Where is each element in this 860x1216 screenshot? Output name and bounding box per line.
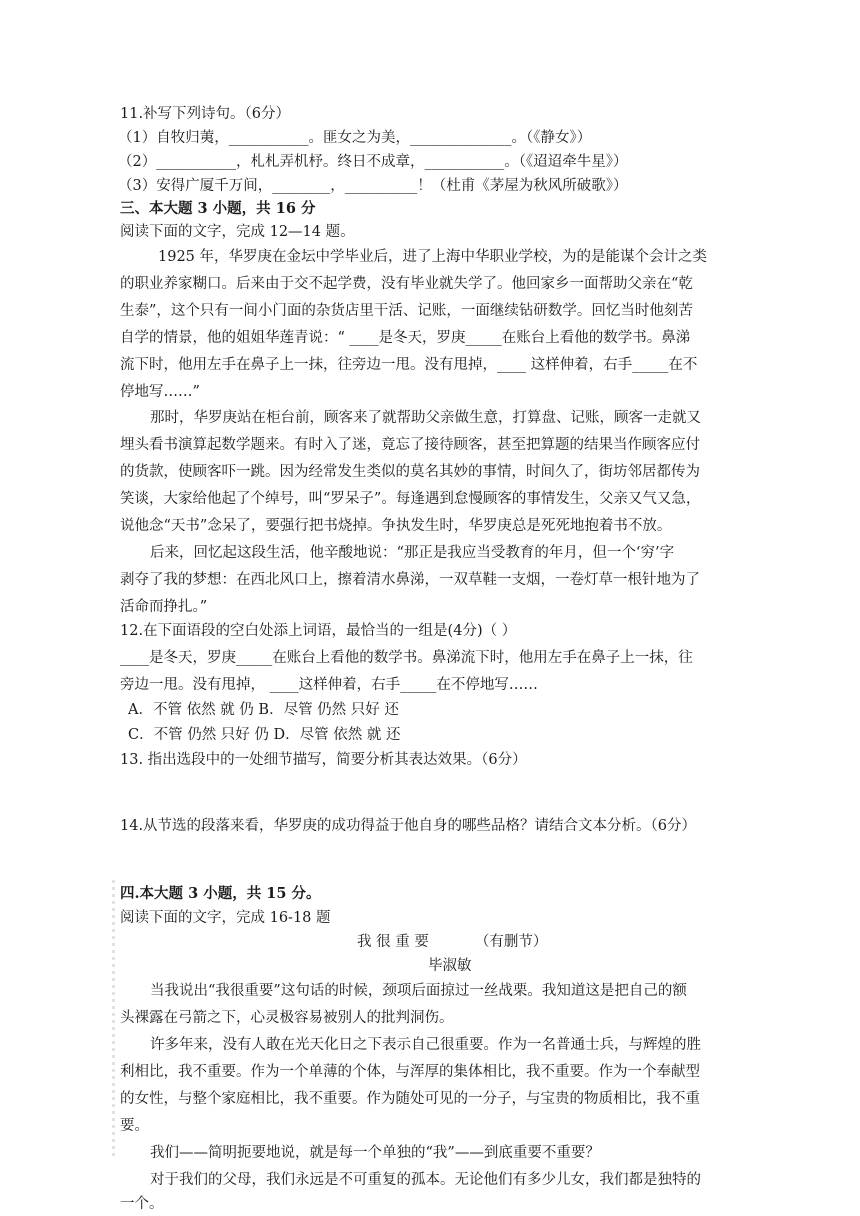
essay-author: 毕淑敏: [428, 958, 472, 974]
s3-para2-line: 说他念“天书”念呆了，要强行把书烧掉。争执发生时，华罗庚总是死死地抱着书不放。: [120, 518, 672, 534]
s3-para3-line: 剥夺了我的梦想：在西北风口上，擦着清水鼻涕，一双草鞋一支烟，一卷灯草一根针地为了: [120, 572, 700, 588]
s4-para2-line: 利相比，我不重要。作为一个单薄的个体，与浑厚的集体相比，我不重要。作为一个奉献型: [120, 1064, 700, 1080]
s3-para2-line: 那时，华罗庚站在柜台前，顾客来了就帮助父亲做生意，打算盘、记账，顾客一走就又: [150, 410, 701, 426]
s4-para4-line: 一个。: [120, 1196, 164, 1212]
q11-line-2: （2）___________，札札弄机杼。终日不成章，___________。（《迢迢牵牛星》）: [118, 154, 628, 170]
q11-line-1: （1）自牧归荑，___________。匪女之为美，______________。（《静女》）: [118, 130, 592, 146]
q11-line-3: （3）安得广厦千万间，________，__________！（杜甫《茅屋为秋风所破歌》）: [118, 178, 628, 194]
s3-para1-line: 自学的情景，他的姐姐华莲青说：“ ____是冬天，罗庚_____在账台上看他的数学书。鼻涕: [120, 330, 691, 346]
s4-para2-line: 要。: [120, 1118, 149, 1134]
section4-heading: 四.本大题 3 小题，共 15 分。: [120, 885, 321, 902]
q12-stem: 12.在下面语段的空白处添上词语，最恰当的一组是(4分)（ ）: [120, 623, 517, 639]
s3-para1-line: 1925 年，华罗庚在金坛中学毕业后，进了上海中华职业学校，为的是能谋个会计之类: [158, 249, 708, 265]
section4-instruction: 阅读下面的文字，完成 16-18 题: [120, 910, 331, 926]
s4-para4-line: 对于我们的父母，我们永远是不可重复的孤本。无论他们有多少儿女，我们都是独特的: [150, 1172, 701, 1188]
essay-title: 我 很 重 要 （有删节）: [357, 934, 548, 950]
q11-title: 11.补写下列诗句。（6分）: [120, 106, 291, 122]
s4-para3: 我们——简明扼要地说，就是每一个单独的“我”——到底重要不重要？: [150, 1145, 600, 1161]
s3-para3-line: 后来，回忆起这段生活，他辛酸地说：“那正是我应当受教育的年月，但一个‘穷’字: [150, 545, 675, 561]
s3-para1-line: 生泰”，这个只有一间小门面的杂货店里干活、记账，一面继续钻研数学。回忆当时他刻苦: [120, 303, 693, 319]
s4-para2-line: 许多年来，没有人敢在光天化日之下表示自己很重要。作为一名普通士兵，与辉煌的胜: [150, 1037, 701, 1053]
s3-para2-line: 笑谈，大家给他起了个绰号，叫“罗呆子”。每逢遇到怠慢顾客的事情发生，父亲又气又急，: [120, 491, 701, 507]
q13-stem: 13. 指出选段中的一处细节描写，简要分析其表达效果。（6分）: [120, 752, 527, 768]
q12-options-cd: C．不管 仍然 只好 仍 D．尽管 依然 就 还: [128, 727, 401, 743]
section3-heading: 三、本大题 3 小题，共 16 分: [120, 200, 316, 217]
section3-instruction: 阅读下面的文字，完成 12—14 题。: [120, 224, 355, 240]
s3-para2-line: 埋头看书演算起数学题来。有时入了迷，竟忘了接待顾客，甚至把算题的结果当作顾客应付: [120, 437, 700, 453]
q14-stem: 14.从节选的段落来看，华罗庚的成功得益于他自身的哪些品格？请结合文本分析。（6分）: [120, 818, 697, 834]
s3-para1-line: 流下时，他用左手在鼻子上一抹，往旁边一甩。没有甩掉，____ 这样伸着，右手_____在不: [120, 357, 698, 373]
s3-para1-line: 停地写……”: [120, 384, 200, 400]
s3-para3-line: 活命而挣扎。”: [120, 599, 208, 615]
scan-artifact: [112, 880, 115, 1160]
q12-options-ab: A．不管 依然 就 仍 B．尽管 仍然 只好 还: [128, 702, 399, 718]
q12-passage-line: ____是冬天，罗庚_____在账台上看他的数学书。鼻涕流下时，他用左手在鼻子上一抹，往: [120, 650, 693, 666]
s4-para1-line: 头裸露在弓箭之下，心灵极容易被别人的批判洞伤。: [120, 1010, 454, 1026]
s3-para1-line: 的职业养家糊口。后来由于交不起学费，没有毕业就失学了。他回家乡一面帮助父亲在“乾: [120, 276, 693, 292]
s4-para2-line: 的女性，与整个家庭相比，我不重要。作为随处可见的一分子，与宝贵的物质相比，我不重: [120, 1091, 700, 1107]
s4-para1-line: 当我说出“我很重要”这句话的时候，颈项后面掠过一丝战栗。我知道这是把自己的额: [150, 983, 687, 999]
q12-passage-line: 旁边一甩。没有甩掉， ____这样伸着，右手_____在不停地写……: [120, 677, 538, 693]
s3-para2-line: 的货款，使顾客吓一跳。因为经常发生类似的莫名其妙的事情，时间久了，街坊邻居都传为: [120, 464, 700, 480]
